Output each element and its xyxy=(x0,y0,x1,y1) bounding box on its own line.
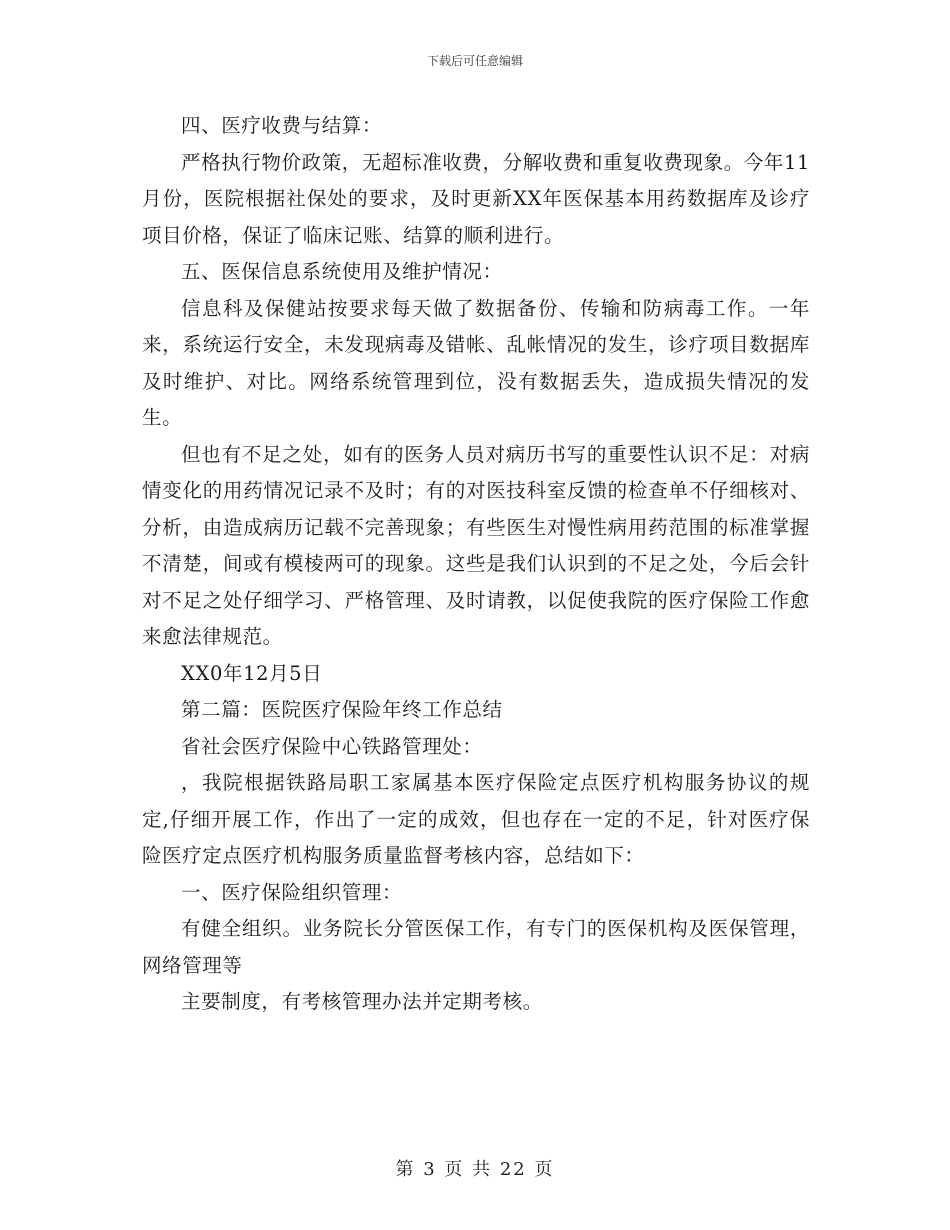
paragraph-rules: 主要制度，有考核管理办法并定期考核。 xyxy=(181,990,543,1013)
document-body xyxy=(142,108,810,1021)
section-heading-fees: 四、医疗收费与结算： xyxy=(181,114,383,137)
date-line: XX0年12月5日 xyxy=(181,661,323,685)
paragraph-info-system: 信息科及保健站按要求每天做了数据备份、传输和防病毒工作。一年来，系统运行安全，未发现病毒及错帐、乱帐情况的发生，诊疗项目数据库及时维护、对比。网络系统管理到位，没有数据丢失，造成损失情况的发生。 xyxy=(142,296,810,429)
section-heading-organization: 一、医疗保险组织管理： xyxy=(181,880,403,904)
page-header-note: 下载后可任意编辑 xyxy=(426,54,523,68)
second-article-title: 第二篇：医院医疗保险年终工作总结 xyxy=(181,698,503,721)
section-heading-info-system: 五、医保信息系统使用及维护情况： xyxy=(181,260,503,283)
paragraph-fees: 严格执行物价政策，无超标准收费，分解收费和重复收费现象。今年11月份，医院根据社保处的要求，及时更新XX年医保基本用药数据库及诊疗项目价格，保证了临床记账、结算的顺利进行。 xyxy=(142,150,811,247)
paragraph-intro: ，我院根据铁路局职工家属基本医疗保险定点医疗机构服务协议的规定,仔细开展工作，作出了一定的成效，但也存在一定的不足，针对医疗保险医疗定点医疗机构服务质量监督考核内容，总结如下： xyxy=(142,771,810,867)
paragraph-organization: 有健全组织。业务院长分管医保工作，有专门的医保机构及医保管理，网络管理等 xyxy=(142,917,810,977)
paragraph-shortcomings: 但也有不足之处，如有的医务人员对病历书写的重要性认识不足：对病情变化的用药情况记录不及时；有的对医技科室反馈的检查单不仔细核对、分析，由造成病历记载不完善现象；有些医生对慢性病用药范围的标准掌握不清楚，间或有模棱两可的现象。这些是我们认识到的不足之处，今后会针对不足之处仔细学习、严格管理、及时请教，以促使我院的医疗保险工作愈来愈法律规范。 xyxy=(142,442,810,648)
page-number: 第 3 页 共 22 页 xyxy=(395,1159,555,1180)
addressee-line: 省社会医疗保险中心铁路管理处： xyxy=(181,734,483,758)
